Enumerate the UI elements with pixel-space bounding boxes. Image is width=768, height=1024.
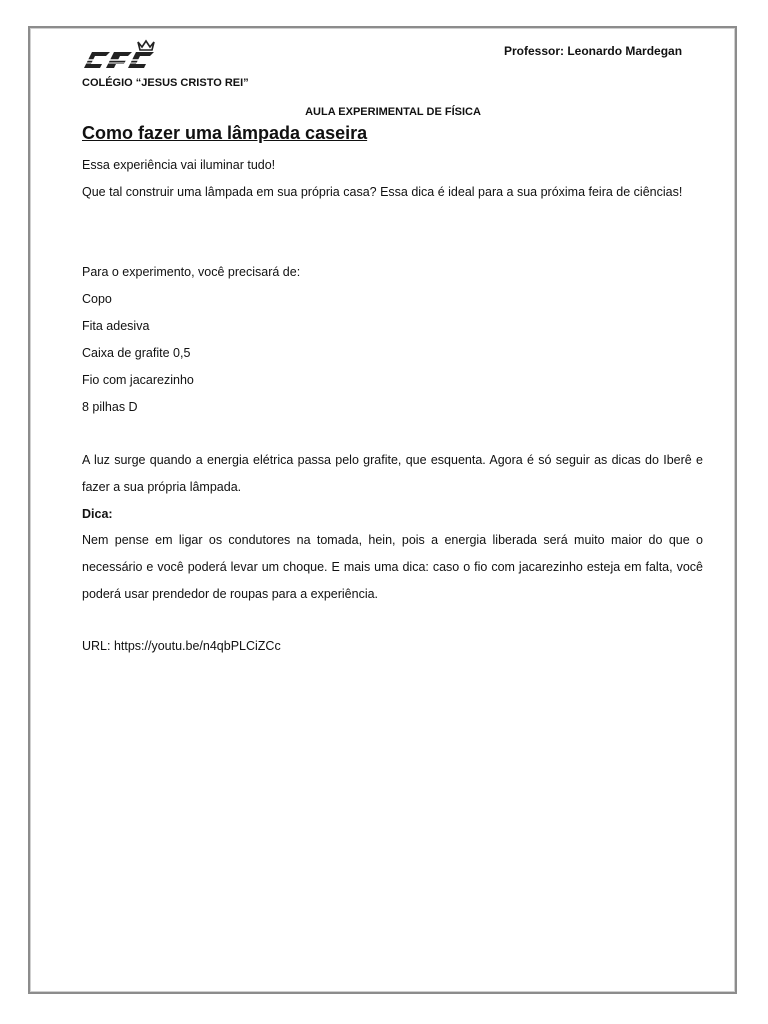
tip-paragraph: Nem pense em ligar os condutores na tomada, hein, pois a energia liberada será muito maior do que o necessário e você poderá levar um choque. E mais uma dica: caso o fio com jacarezinho esteja em falta, você poderá usar prendedor de roupas para a experiência. [82, 533, 703, 601]
professor-name: Professor: Leonardo Mardegan [504, 44, 683, 58]
class-title: AULA EXPERIMENTAL DE FÍSICA [305, 106, 481, 118]
school-name: COLÉGIO “JESUS CRISTO REI” [82, 77, 249, 89]
video-url-link[interactable]: URL: https://youtu.be/n4qbPLCiZCc [82, 639, 281, 653]
material-item: Fio com jacarezinho [82, 373, 194, 387]
page-title: Como fazer uma lâmpada caseira [82, 123, 368, 143]
school-logo-icon [80, 38, 160, 72]
materials-heading: Para o experimento, você precisará de: [82, 265, 301, 279]
intro-line-2: Que tal construir uma lâmpada em sua própria casa? Essa dica é ideal para a sua próxima feira de ciências! [82, 185, 683, 199]
explanation-paragraph: A luz surge quando a energia elétrica passa pelo grafite, que esquenta. Agora é só seguir as dicas do Iberê e fazer a sua própria lâmpada. [82, 453, 703, 494]
intro-line-1: Essa experiência vai iluminar tudo! [82, 158, 276, 172]
material-item: Caixa de grafite 0,5 [82, 346, 191, 360]
material-item: Copo [82, 292, 112, 306]
material-item: Fita adesiva [82, 319, 150, 333]
tip-label: Dica: [82, 507, 113, 521]
material-item: 8 pilhas D [82, 400, 138, 414]
